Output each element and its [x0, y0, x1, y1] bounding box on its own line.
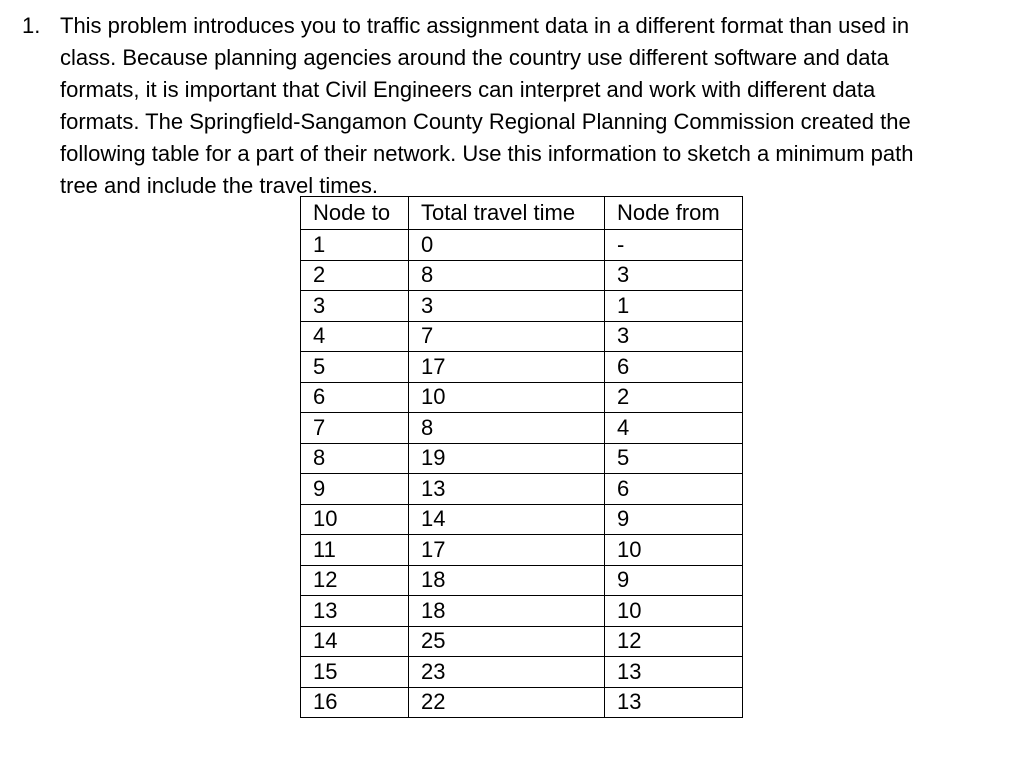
table-row	[301, 382, 743, 413]
cell-total-travel-time: 8	[409, 413, 605, 444]
cell-node-to: 13	[301, 596, 409, 627]
cell-node-from: 9	[605, 565, 743, 596]
cell-node-from: 1	[605, 291, 743, 322]
cell-node-to: 1	[301, 230, 409, 261]
cell-node-to: 11	[301, 535, 409, 566]
header-node-to: Node to	[301, 197, 409, 230]
cell-node-from: 6	[605, 352, 743, 383]
table-row	[301, 626, 743, 657]
cell-total-travel-time: 18	[409, 596, 605, 627]
cell-node-to: 2	[301, 260, 409, 291]
problem-line: This problem introduces you to traffic assignment data in a different format than used in	[60, 13, 910, 38]
table-row	[301, 657, 743, 688]
cell-node-to: 4	[301, 321, 409, 352]
cell-node-to: 14	[301, 626, 409, 657]
cell-total-travel-time: 0	[409, 230, 605, 261]
problem-line: formats. The Springfield-Sangamon County Regional Planning Commission created the	[60, 109, 911, 134]
table-row	[301, 535, 743, 566]
cell-node-to: 8	[301, 443, 409, 474]
cell-total-travel-time: 13	[409, 474, 605, 505]
cell-node-from: 3	[605, 321, 743, 352]
table-row	[301, 352, 743, 383]
problem-line: class. Because planning agencies around the country use different software and data	[60, 45, 889, 70]
cell-node-to: 9	[301, 474, 409, 505]
table-row	[301, 474, 743, 505]
cell-node-to: 6	[301, 382, 409, 413]
problem-line: tree and include the travel times.	[60, 173, 378, 198]
table-header-row	[301, 197, 743, 230]
cell-node-from: 13	[605, 687, 743, 718]
cell-node-from: -	[605, 230, 743, 261]
table-row	[301, 687, 743, 718]
header-node-from: Node from	[605, 197, 743, 230]
cell-node-from: 9	[605, 504, 743, 535]
cell-node-from: 3	[605, 260, 743, 291]
table-body	[301, 230, 743, 718]
table-row	[301, 260, 743, 291]
cell-total-travel-time: 19	[409, 443, 605, 474]
table-row	[301, 291, 743, 322]
table-row	[301, 504, 743, 535]
cell-node-to: 3	[301, 291, 409, 322]
cell-node-from: 12	[605, 626, 743, 657]
table-row	[301, 565, 743, 596]
cell-total-travel-time: 23	[409, 657, 605, 688]
cell-total-travel-time: 3	[409, 291, 605, 322]
cell-node-from: 5	[605, 443, 743, 474]
table-row	[301, 321, 743, 352]
cell-total-travel-time: 7	[409, 321, 605, 352]
problem-statement	[60, 10, 1010, 202]
table-row	[301, 596, 743, 627]
cell-total-travel-time: 14	[409, 504, 605, 535]
problem-line: following table for a part of their network. Use this information to sketch a minimum path	[60, 141, 914, 166]
cell-node-to: 5	[301, 352, 409, 383]
cell-node-to: 12	[301, 565, 409, 596]
cell-total-travel-time: 18	[409, 565, 605, 596]
problem-line: formats, it is important that Civil Engineers can interpret and work with different data	[60, 77, 876, 102]
cell-node-from: 10	[605, 535, 743, 566]
cell-node-from: 2	[605, 382, 743, 413]
cell-total-travel-time: 17	[409, 535, 605, 566]
cell-total-travel-time: 22	[409, 687, 605, 718]
cell-node-from: 4	[605, 413, 743, 444]
cell-node-to: 15	[301, 657, 409, 688]
table-row	[301, 230, 743, 261]
problem-number: 1.	[22, 13, 41, 38]
table-row	[301, 443, 743, 474]
cell-node-from: 10	[605, 596, 743, 627]
table-row	[301, 413, 743, 444]
header-total-travel-time: Total travel time	[409, 197, 605, 230]
cell-total-travel-time: 25	[409, 626, 605, 657]
cell-node-to: 16	[301, 687, 409, 718]
cell-total-travel-time: 10	[409, 382, 605, 413]
cell-total-travel-time: 17	[409, 352, 605, 383]
cell-node-from: 6	[605, 474, 743, 505]
minimum-path-table	[300, 196, 743, 718]
cell-node-to: 10	[301, 504, 409, 535]
cell-total-travel-time: 8	[409, 260, 605, 291]
cell-node-from: 13	[605, 657, 743, 688]
cell-node-to: 7	[301, 413, 409, 444]
